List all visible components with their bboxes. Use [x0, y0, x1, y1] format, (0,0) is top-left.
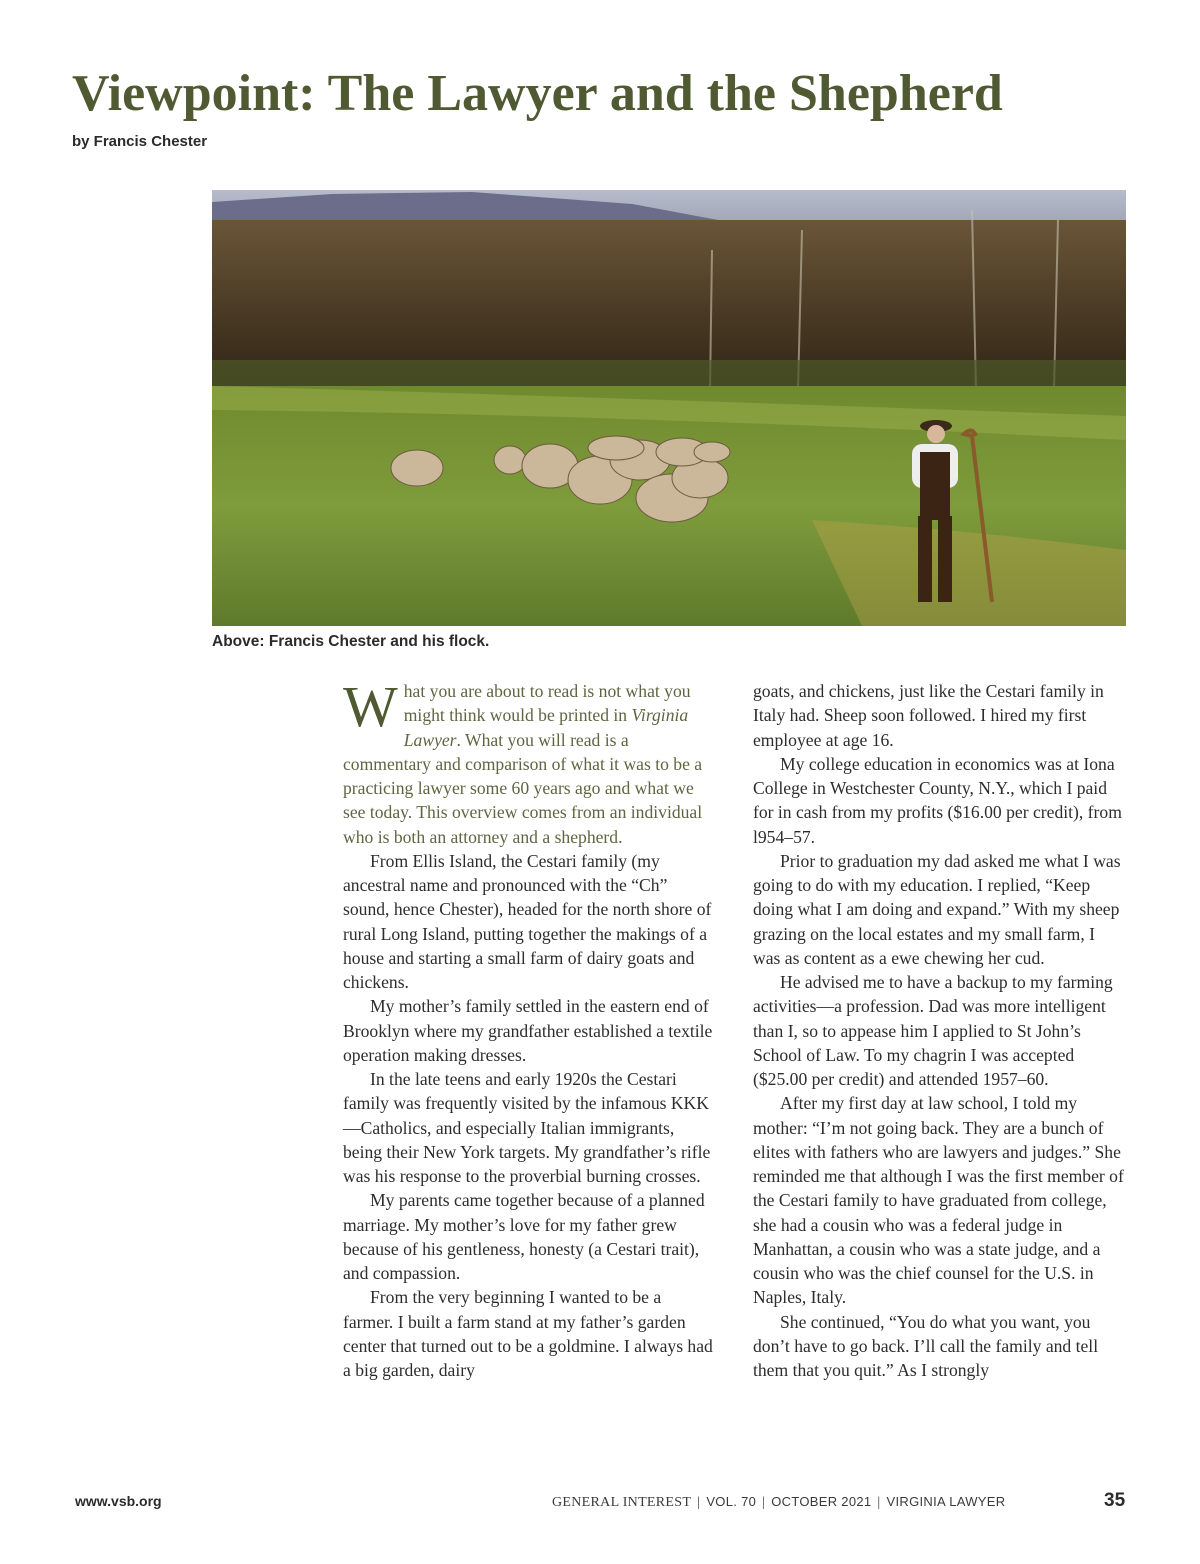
paragraph: In the late teens and early 1920s the Cestari family was frequently visited by the infamous KKK—Catholics, and especially Italian immigrants, being their New York targets. My grandfather’s rifle was his response to the proverbial burning crosses.	[343, 1069, 711, 1186]
drop-cap: W	[343, 674, 398, 739]
paragraph: She continued, “You do what you want, you don’t have to go back. I’ll call the family and tell them that you quit.” As I strongly	[753, 1311, 1099, 1380]
footer-website-link[interactable]: www.vsb.org	[75, 1493, 162, 1509]
article-title: Viewpoint: The Lawyer and the Shepherd	[72, 65, 1003, 122]
publication-name-italic: Virginia Lawyer	[403, 705, 689, 750]
paragraph: From the very beginning I wanted to be a farmer. I built a farm stand at my father’s garden center that turned out to be a goldmine. I always had a big garden, dairy	[343, 1287, 713, 1380]
footer-running-head	[552, 1494, 1005, 1511]
lead-rest: . What you will read is a commentary and comparison of what it was to be a practicing lawyer some 60 years ago and what we see today. This overview comes from an individual who is both an attorney and a shepherd.	[343, 729, 703, 847]
footer-section: GENERAL INTEREST	[552, 1495, 692, 1510]
photo-caption: Above: Francis Chester and his flock.	[212, 633, 490, 650]
paragraph: After my first day at law school, I told my mother: “I’m not going back. They are a bunch of elites with fathers who are lawyers and judges.” She reminded me that although I was the first member of the Cestari family to have graduated from college, she had a cousin who was a federal judge in Manhattan, a cousin who was a state judge, and a cousin who was the chief counsel for the U.S. in Naples, Italy.	[753, 1093, 1124, 1308]
article-column-2	[753, 679, 1125, 1382]
paragraph: My mother’s family settled in the eastern end of Brooklyn where my grandfather established a textile operation making dresses.	[343, 996, 713, 1065]
lead-line-1: hat you are about to read is not what	[403, 681, 660, 701]
paragraph: My college education in economics was at Iona College in Westchester County, N.Y., which I paid for in cash from my profits ($16.00 per credit), from l954–57.	[753, 753, 1122, 847]
photo-shepherd-with-flock	[212, 190, 1126, 626]
footer-volume: VOL. 70	[706, 1494, 757, 1509]
paragraph: Prior to graduation my dad asked me what I was going to do with my education. I replied, “Keep doing what I am doing and expand.” With my sheep grazing on the local estates and my small farm, I was as content as a ewe chewing her cud.	[753, 850, 1121, 968]
paragraph: My parents came together because of a planned marriage. My mother’s love for my father grew because of his gentleness, honesty (a Cestari trait), and compassion.	[343, 1190, 705, 1283]
article-lead-paragraph	[343, 674, 715, 849]
lead-line-2: you might think would be printed in	[403, 681, 691, 726]
paragraph-continuation: goats, and chickens, just like the Cestari family in Italy had. Sheep soon followed. I hired my first employee at age 16.	[753, 681, 1104, 750]
article-column-1	[343, 674, 715, 1382]
paragraph: He advised me to have a backup to my farming activities—a profession. Dad was more intelligent than I, so to appease him I applied to St John’s School of Law. To my chagrin I was accepted ($25.00 per credit) and attended 1957–60.	[753, 972, 1113, 1089]
paragraph: From Ellis Island, the Cestari family (my ancestral name and pronounced with the “Ch” sound, hence Chester), headed for the north shore of rural Long Island, putting together the makings of a house and starting a small farm of dairy goats and chickens.	[343, 850, 712, 992]
page-number: 35	[1104, 1490, 1126, 1511]
footer-separator: |	[877, 1495, 881, 1510]
footer-date: OCTOBER 2021	[771, 1494, 872, 1509]
photo-fence-field	[212, 360, 1126, 390]
footer-separator: |	[762, 1495, 766, 1510]
footer-separator: |	[697, 1495, 701, 1510]
footer-publication: VIRGINIA LAWYER	[886, 1494, 1006, 1509]
article-byline: by Francis Chester	[72, 133, 208, 150]
